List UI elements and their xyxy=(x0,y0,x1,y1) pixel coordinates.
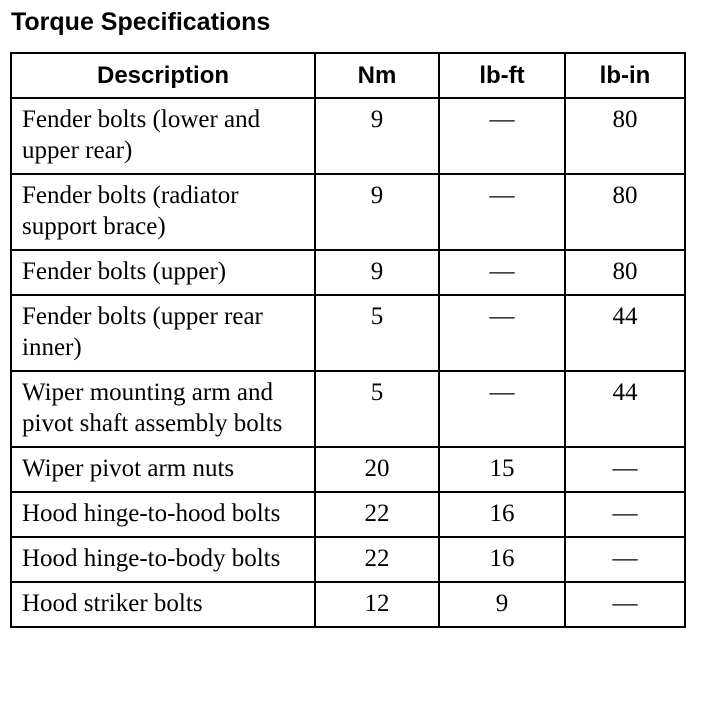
table-row xyxy=(11,371,685,447)
cell-lb-in: 80 xyxy=(565,250,685,295)
cell-nm: 22 xyxy=(315,492,439,537)
cell-lb-in: — xyxy=(565,447,685,492)
cell-nm: 5 xyxy=(315,371,439,447)
cell-nm: 9 xyxy=(315,174,439,250)
table-row xyxy=(11,174,685,250)
header-lb-in: lb-in xyxy=(565,53,685,98)
header-lb-ft: lb-ft xyxy=(439,53,565,98)
table-row xyxy=(11,98,685,174)
cell-nm: 5 xyxy=(315,295,439,371)
cell-lb-ft: — xyxy=(439,295,565,371)
header-nm: Nm xyxy=(315,53,439,98)
table-row xyxy=(11,447,685,492)
cell-lb-in: — xyxy=(565,582,685,627)
cell-lb-in: 80 xyxy=(565,174,685,250)
cell-description: Wiper pivot arm nuts xyxy=(11,447,315,492)
page-title: Torque Specifications xyxy=(11,8,271,36)
table-row xyxy=(11,537,685,582)
cell-nm: 22 xyxy=(315,537,439,582)
cell-nm: 9 xyxy=(315,250,439,295)
cell-lb-ft: — xyxy=(439,98,565,174)
cell-lb-in: — xyxy=(565,492,685,537)
cell-lb-ft: — xyxy=(439,250,565,295)
cell-description: Hood hinge-to-hood bolts xyxy=(11,492,315,537)
table-row xyxy=(11,582,685,627)
table-row xyxy=(11,492,685,537)
torque-spec-table xyxy=(10,52,686,628)
table-row xyxy=(11,295,685,371)
cell-lb-in: — xyxy=(565,537,685,582)
cell-description: Wiper mounting arm and pivot shaft assembly bolts xyxy=(11,371,315,447)
cell-lb-ft: 15 xyxy=(439,447,565,492)
cell-lb-ft: — xyxy=(439,174,565,250)
cell-lb-in: 44 xyxy=(565,295,685,371)
cell-nm: 20 xyxy=(315,447,439,492)
table-header-row xyxy=(11,53,685,98)
cell-lb-in: 44 xyxy=(565,371,685,447)
cell-description: Fender bolts (lower and upper rear) xyxy=(11,98,315,174)
cell-lb-ft: — xyxy=(439,371,565,447)
cell-description: Hood striker bolts xyxy=(11,582,315,627)
header-description: Description xyxy=(11,53,315,98)
cell-description: Fender bolts (radiator support brace) xyxy=(11,174,315,250)
cell-nm: 12 xyxy=(315,582,439,627)
cell-lb-ft: 16 xyxy=(439,537,565,582)
cell-description: Hood hinge-to-body bolts xyxy=(11,537,315,582)
cell-lb-in: 80 xyxy=(565,98,685,174)
cell-lb-ft: 16 xyxy=(439,492,565,537)
cell-description: Fender bolts (upper) xyxy=(11,250,315,295)
cell-description: Fender bolts (upper rear inner) xyxy=(11,295,315,371)
table-row xyxy=(11,250,685,295)
cell-lb-ft: 9 xyxy=(439,582,565,627)
cell-nm: 9 xyxy=(315,98,439,174)
